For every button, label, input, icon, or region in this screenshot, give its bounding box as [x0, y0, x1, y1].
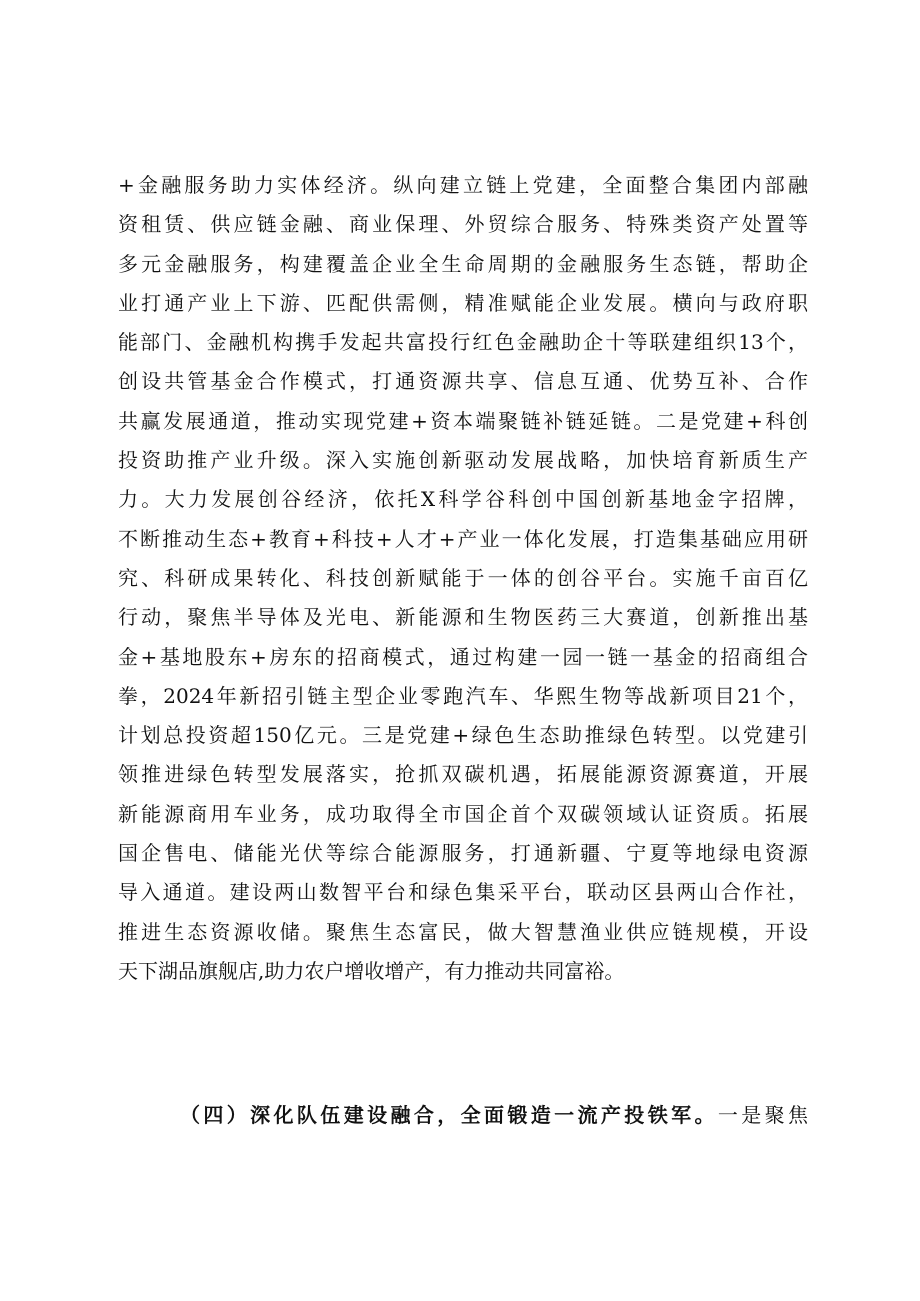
paragraph-line: 拳，2024年新招引链主型企业零跑汽车、华熙生物等战新项目21个，	[118, 683, 808, 708]
paragraph-line: 能部门、金融机构携手发起共富投行红色金融助企十等联建组织13个，	[118, 330, 808, 355]
section-heading-continuation: 一是聚焦	[717, 1103, 809, 1127]
paragraph-line: 新能源商用车业务，成功取得全市国企首个双碳领域认证资质。拓展	[118, 801, 808, 826]
paragraph-line: 多元金融服务，构建覆盖企业全生命周期的金融服务生态链，帮助企	[118, 251, 808, 276]
section-heading-title: （四）深化队伍建设融合，全面锻造一流产投铁军。	[180, 1103, 718, 1127]
paragraph-line: 行动，聚焦半导体及光电、新能源和生物医药三大赛道，创新推出基	[118, 605, 808, 630]
paragraph-line: 计划总投资超150亿元。三是党建+绿色生态助推绿色转型。以党建引	[118, 723, 808, 748]
paragraph-line: 资租赁、供应链金融、商业保理、外贸综合服务、特殊类资产处置等	[118, 212, 808, 237]
paragraph-line: 究、科研成果转化、科技创新赋能于一体的创谷平台。实施千亩百亿	[118, 565, 808, 590]
paragraph-line: 力。大力发展创谷经济，依托X科学谷科创中国创新基地金字招牌，	[118, 487, 808, 512]
paragraph-line: 创设共管基金合作模式，打通资源共享、信息互通、优势互补、合作	[118, 369, 808, 394]
paragraph-line: +金融服务助力实体经济。纵向建立链上党建，全面整合集团内部融	[118, 173, 808, 197]
section-heading	[118, 1096, 808, 1135]
body-paragraph	[118, 166, 808, 991]
paragraph-line: 领推进绿色转型发展落实，抢抓双碳机遇，拓展能源资源赛道，开展	[118, 762, 808, 787]
paragraph-line: 天下湖品旗舰店,助力农户增收增产，有力推动共同富裕。	[118, 958, 625, 983]
paragraph-line: 金+基地股东+房东的招商模式，通过构建一园一链一基金的招商组合	[118, 644, 808, 669]
paragraph-line: 业打通产业上下游、匹配供需侧，精准赋能企业发展。横向与政府职	[118, 290, 808, 315]
paragraph-line: 国企售电、储能光伏等综合能源服务，打通新疆、宁夏等地绿电资源	[118, 841, 808, 866]
paragraph-line: 导入通道。建设两山数智平台和绿色集采平台，联动区县两山合作社，	[118, 880, 808, 905]
paragraph-line: 推进生态资源收储。聚焦生态富民，做大智慧渔业供应链规模，开设	[118, 919, 808, 944]
paragraph-line: 共赢发展通道，推动实现党建+资本端聚链补链延链。二是党建+科创	[118, 408, 808, 433]
paragraph-line: 投资助推产业升级。深入实施创新驱动发展战略，加快培育新质生产	[118, 448, 808, 473]
paragraph-line: 不断推动生态+教育+科技+人才+产业一体化发展，打造集基础应用研	[118, 526, 808, 551]
